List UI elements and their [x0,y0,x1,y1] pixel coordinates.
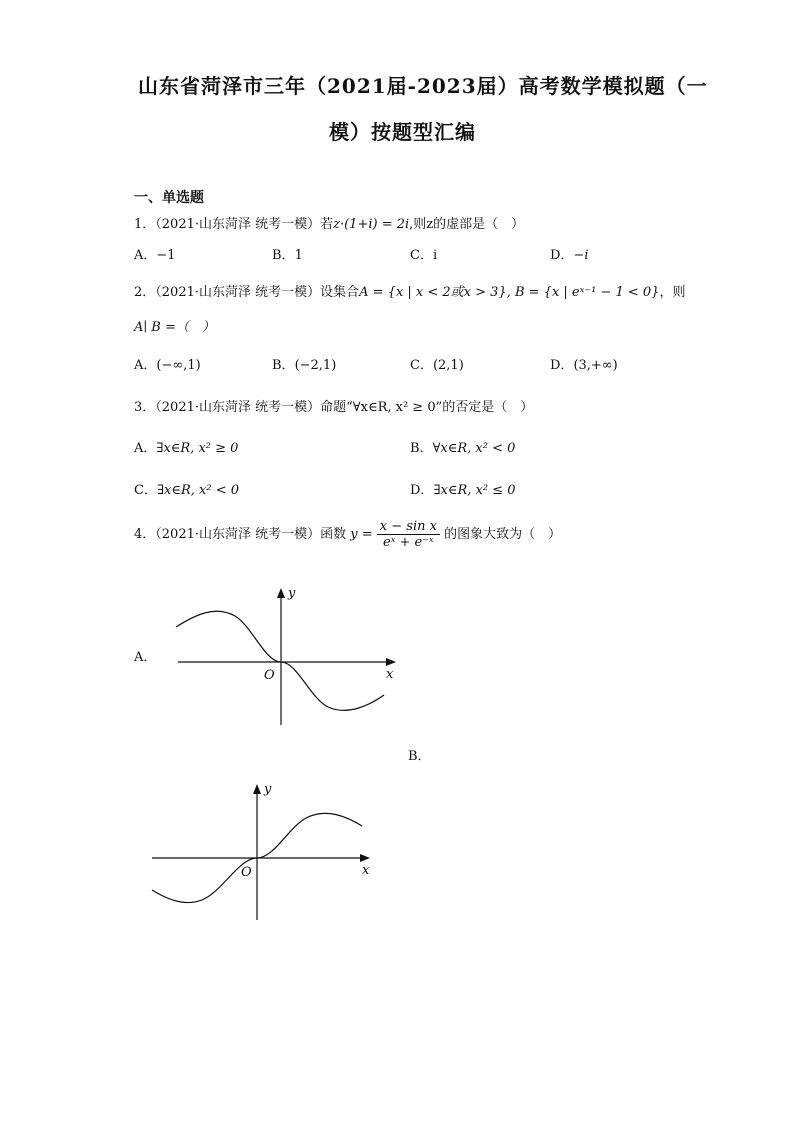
q2-option-a: A．(−∞,1) [134,358,201,373]
graph-a-x-arrow [386,658,396,666]
question-3-stem: 3．（2021·山东菏泽 统考一模）命题“∀x∈R, x² ≥ 0”的否定是（ ） [134,400,534,415]
graph-b-x-label: x [362,863,370,878]
q2-option-d: D．(3,+∞) [550,358,618,373]
q1-option-b: B．1 [272,248,303,263]
question-2-prefix: 2．（2021·山东菏泽 统考一模）设集合 [134,285,360,300]
page-title-line2: 模）按题型汇编 [329,120,476,144]
fraction-numerator: x − sin x [377,519,440,535]
section-heading: 一、单选题 [134,190,204,206]
q1-option-c: C．i [410,248,438,263]
q4-option-a-label: A． [134,650,157,665]
graph-a-y-label: y [288,586,296,601]
graph-b-origin-label: O [241,865,252,880]
q1-option-a: A．−1 [134,248,176,263]
graph-a-x-label: x [386,667,394,682]
q2-option-c: C．(2,1) [410,358,464,373]
q3-option-b: B．∀x∈R, x² < 0 [410,441,516,456]
q4-option-b-label: B． [408,749,431,764]
graph-b-y-arrow [253,784,261,794]
question-2-line2: A∣ B =（ ） [134,320,215,335]
question-2-suffix: ，则 [659,285,686,300]
question-4-prefix: 4．（2021·山东菏泽 统考一模）函数 [134,527,347,542]
fraction-denominator: eˣ + e⁻ˣ [383,535,434,550]
question-2-stem [134,281,685,300]
graph-a-origin-label: O [264,668,275,683]
question-1-stem [134,213,524,232]
q1-option-d: D．−i [550,248,589,263]
q3-option-d: D．∃x∈R, x² ≤ 0 [410,483,516,498]
q3-option-a: A．∃x∈R, x² ≥ 0 [134,441,239,456]
page-title-line1: 山东省菏泽市三年（2021届-2023届）高考数学模拟题（一 [138,74,708,98]
question-1-suffix: ,则z的虚部是（ ） [409,217,525,232]
graph-b [148,778,388,928]
q3-option-c: C．∃x∈R, x² < 0 [134,483,239,498]
graph-a-y-arrow [277,588,285,598]
question-1-prefix: 1．（2021·山东菏泽 统考一模）若 [134,217,334,232]
question-4-stem [134,519,561,550]
question-4-y-eq: y = [350,527,373,542]
q2-option-b: B．(−2,1) [272,358,337,373]
question-1-math: z·(1+i) = 2i [333,217,410,232]
question-4-suffix: 的图象大致为（ ） [444,527,562,542]
graph-b-x-arrow [360,854,370,862]
graph-b-y-label: y [264,782,272,797]
graph-a [170,580,410,730]
graph-a-curve [176,611,384,710]
question-2-math: A = {x | x < 2或x > 3}, B = {x | eˣ⁻¹ − 1 < 0} [359,285,660,300]
question-4-fraction [377,519,440,550]
